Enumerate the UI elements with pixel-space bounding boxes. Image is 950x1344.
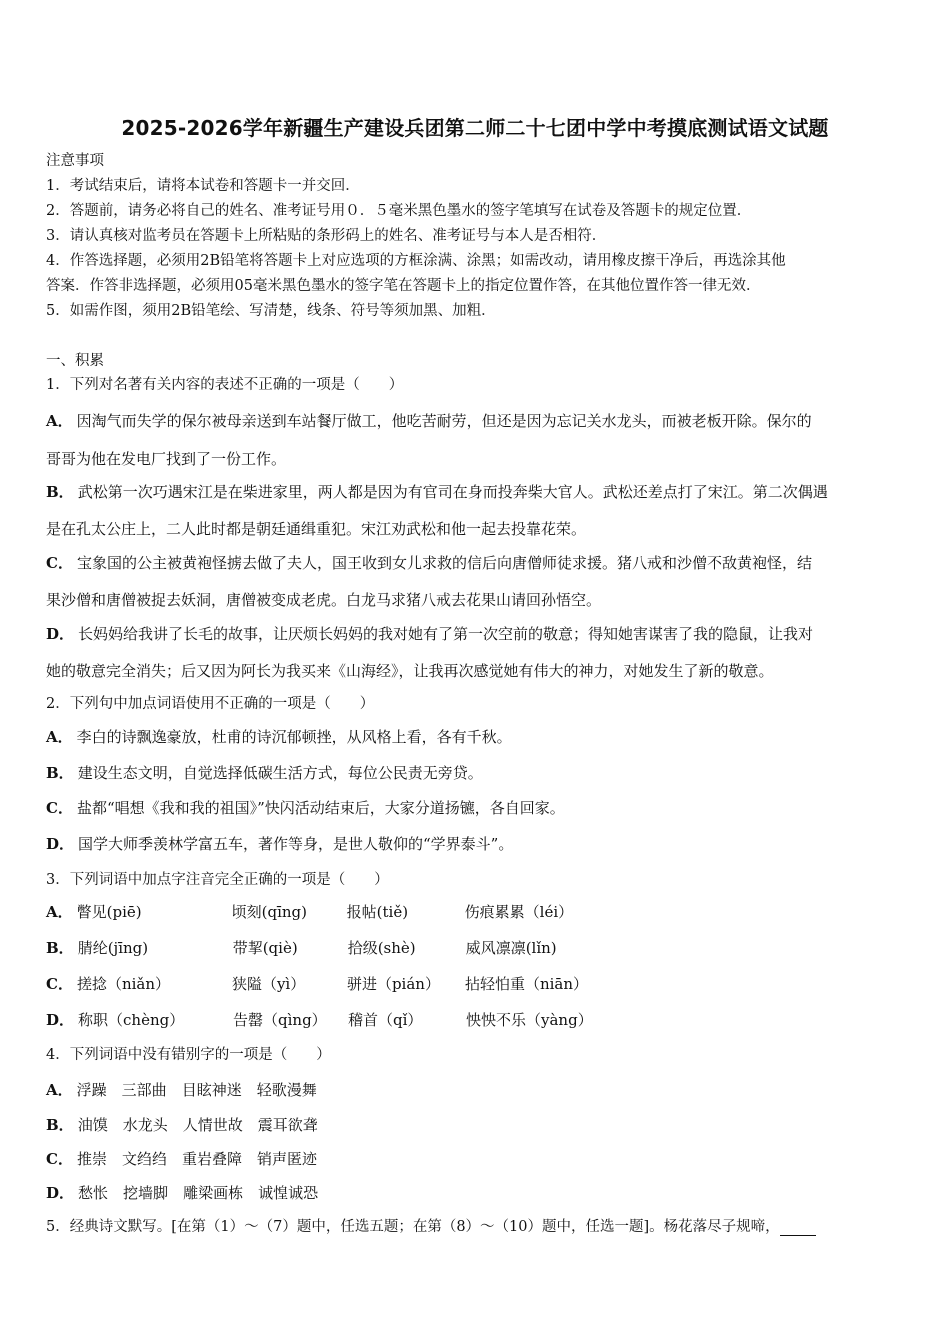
option-label: B．: [46, 1116, 74, 1134]
option-word: 油馍: [77, 1116, 108, 1134]
option-word: 浮躁: [76, 1081, 107, 1099]
option-text: 李白的诗飘逸豪放，杜甫的诗沉郁顿挫，从风格上看，各有千秋。: [76, 728, 512, 746]
q3-option-a: [46, 903, 908, 921]
option-word: 水龙头: [122, 1116, 168, 1134]
answer-blank[interactable]: [780, 1221, 816, 1236]
q5-text: 5．经典诗文默写。[在第（1）～（7）题中，任选五题；在第（8）～（10）题中，任选一题]。杨花落尽子规啼，: [46, 1219, 780, 1235]
option-label: C．: [46, 799, 73, 817]
option-word: 顷刻(qīng): [231, 903, 308, 921]
option-label: B．: [46, 939, 74, 957]
section-heading: 一、积累: [46, 353, 104, 369]
option-word: 腈纶(jīng): [77, 939, 149, 957]
q1-stem: 1．下列对名著有关内容的表述不正确的一项是（ ）: [46, 377, 404, 393]
q2-option-b: [46, 764, 908, 782]
q4-option-a: [46, 1081, 908, 1099]
option-word: 推崇: [76, 1150, 107, 1168]
option-label: D．: [46, 625, 75, 643]
option-word: 带挈(qiè): [232, 939, 298, 957]
option-text: 因淘气而失学的保尔被母亲送到车站餐厅做工，他吃苦耐劳，但还是因为忘记关水龙头，而被老板开除。保尔的: [76, 412, 812, 430]
option-label: D．: [46, 1011, 75, 1029]
option-word: 怏怏不乐（yàng）: [466, 1011, 593, 1029]
notice-item: 2．答题前，请务必将自己的姓名、准考证号用０．５毫米黑色墨水的签字笔填写在试卷及答题卡的规定位置．: [46, 203, 752, 219]
option-label: A．: [46, 1081, 73, 1099]
option-label: C．: [46, 1150, 73, 1168]
option-word: 伤痕累累（léi）: [464, 903, 574, 921]
q1-option-c: [46, 554, 908, 572]
option-word: 雕梁画栋: [183, 1184, 244, 1202]
q2-option-a: [46, 728, 908, 746]
q3-option-c: [46, 975, 908, 993]
option-word: 拈轻怕重（niān）: [464, 975, 589, 993]
q5-stem: [46, 1218, 908, 1236]
option-word: 瞥见(piē): [76, 903, 142, 921]
option-label: C．: [46, 554, 73, 572]
option-label: D．: [46, 1184, 75, 1202]
q1-option-a-cont: 哥哥为他在发电厂找到了一份工作。: [46, 450, 287, 468]
option-word: 目眩神迷: [181, 1081, 242, 1099]
option-word: 威风凛凛(lǐn): [465, 939, 557, 957]
q4-option-c: [46, 1150, 908, 1168]
option-word: 轻歌漫舞: [256, 1081, 317, 1099]
option-word: 拾级(shè): [347, 939, 416, 957]
option-label: B．: [46, 483, 74, 501]
q1-option-b: [46, 483, 908, 501]
option-label: C．: [46, 975, 73, 993]
option-word: 震耳欲聋: [257, 1116, 318, 1134]
notice-heading: 注意事项: [46, 153, 104, 169]
option-text: 长妈妈给我讲了长毛的故事，让厌烦长妈妈的我对她有了第一次空前的敬意；得知她害谋害了我的隐鼠，让我对: [78, 625, 814, 643]
option-word: 三部曲: [121, 1081, 167, 1099]
option-word: 称职（chèng）: [78, 1011, 185, 1029]
q2-stem: 2．下列句中加点词语使用不正确的一项是（ ）: [46, 696, 375, 712]
q1-option-d-cont: 她的敬意完全消失；后又因为阿长为我买来《山海经》，让我再次感觉她有伟大的神力，对她发生了新的敬意。: [46, 662, 774, 680]
notice-item: 1．考试结束后，请将本试卷和答题卡一并交回．: [46, 178, 360, 194]
option-word: 骈进（pián）: [346, 975, 440, 993]
q3-option-b: [46, 939, 908, 957]
q4-option-b: [46, 1116, 908, 1134]
notice-item: 答案．作答非选择题，必须用05毫米黑色墨水的签字笔在答题卡上的指定位置作答，在其他位置作答一律无效．: [46, 278, 761, 294]
option-word: 诚惶诚恐: [258, 1184, 319, 1202]
option-word: 人情世故: [182, 1116, 243, 1134]
notice-item: 4．作答选择题，必须用2B铅笔将答题卡上对应选项的方框涂满、涂黑；如需改动，请用橡皮擦干净后，再选涂其他: [46, 253, 786, 269]
option-word: 稽首（qǐ）: [348, 1011, 423, 1029]
option-word: 愁怅: [78, 1184, 109, 1202]
q3-stem: 3．下列词语中加点字注音完全正确的一项是（ ）: [46, 872, 389, 888]
option-word: 告罄（qìng）: [233, 1011, 327, 1029]
option-label: D．: [46, 835, 75, 853]
q2-option-d: [46, 835, 908, 853]
q1-option-a: [46, 412, 908, 430]
q1-option-c-cont: 果沙僧和唐僧被捉去妖洞，唐僧被变成老虎。白龙马求猪八戒去花果山请回孙悟空。: [46, 591, 602, 609]
option-text: 建设生态文明，自觉选择低碳生活方式，每位公民责无旁贷。: [77, 764, 483, 782]
q3-option-d: [46, 1011, 908, 1029]
option-word: 挖墙脚: [123, 1184, 169, 1202]
option-label: A．: [46, 903, 73, 921]
option-text: 宝象国的公主被黄袍怪掳去做了夫人，国王收到女儿求救的信后向唐僧师徒求援。猪八戒和沙僧不敌黄袍怪，结: [76, 554, 812, 572]
q1-option-b-cont: 是在孔太公庄上，二人此时都是朝廷通缉重犯。宋江劝武松和他一起去投靠花荣。: [46, 520, 587, 538]
option-text: 武松第一次巧遇宋江是在柴进家里，两人都是因为有官司在身而投奔柴大官人。武松还差点打了宋江。第二次偶遇: [77, 483, 828, 501]
option-word: 销声匿迹: [257, 1150, 318, 1168]
option-text: 国学大师季羡林学富五车，著作等身，是世人敬仰的“学界泰斗”。: [78, 835, 514, 853]
option-text: 盐都“唱想《我和我的祖国》”快闪活动结束后，大家分道扬镳，各自回家。: [76, 799, 565, 817]
page-title: 2025-2026学年新疆生产建设兵团第二师二十七团中学中考摸底测试语文试题: [121, 116, 829, 140]
q2-option-c: [46, 799, 908, 817]
option-label: B．: [46, 764, 74, 782]
q1-option-d: [46, 625, 908, 643]
option-word: 搓捻（niǎn）: [76, 975, 171, 993]
q4-option-d: [46, 1184, 908, 1202]
q4-stem: 4．下列词语中没有错别字的一项是（ ）: [46, 1047, 331, 1063]
option-word: 重岩叠障: [182, 1150, 243, 1168]
notice-item: 5．如需作图，须用2B铅笔绘、写清楚，线条、符号等须加黑、加粗．: [46, 303, 496, 319]
option-word: 文绉绉: [121, 1150, 167, 1168]
notice-item: 3．请认真核对监考员在答题卡上所粘贴的条形码上的姓名、准考证号与本人是否相符．: [46, 228, 607, 244]
option-word: 狭隘（yì）: [231, 975, 306, 993]
option-word: 报帖(tiě): [346, 903, 409, 921]
option-label: A．: [46, 412, 73, 430]
option-label: A．: [46, 728, 73, 746]
